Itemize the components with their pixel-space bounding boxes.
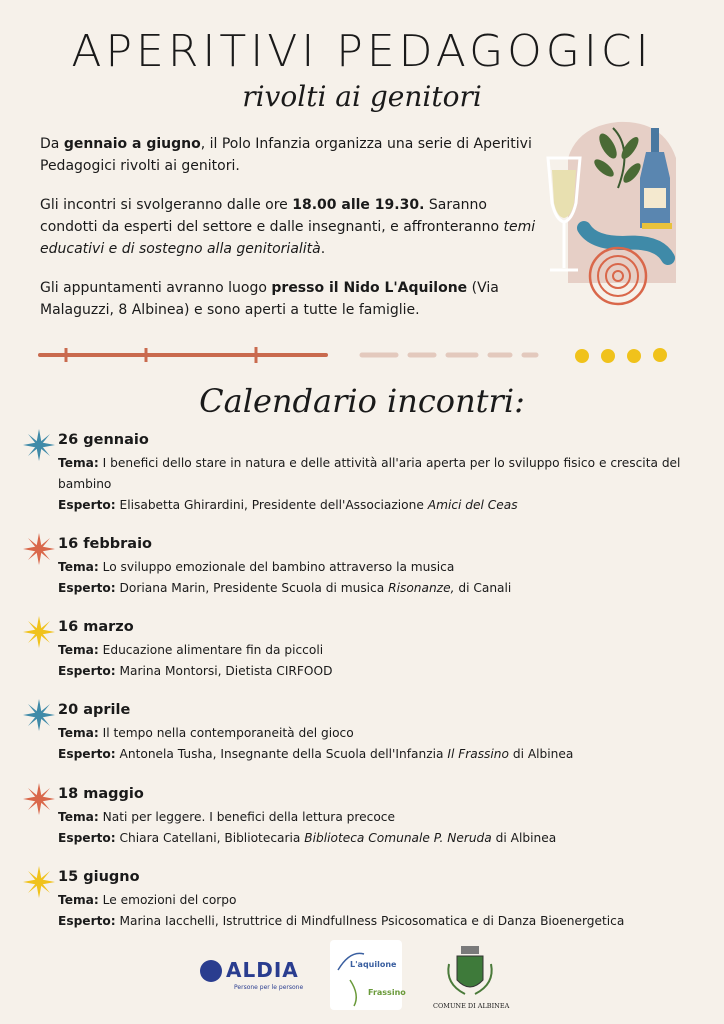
tema-label: Tema:	[58, 456, 99, 470]
event-tema	[58, 807, 698, 828]
tema-label: Tema:	[58, 893, 99, 907]
event-esperto	[58, 828, 698, 849]
event-esperto	[58, 578, 698, 599]
esperto-label: Esperto:	[58, 498, 116, 512]
aldia-icon	[200, 960, 222, 982]
event-details	[58, 807, 698, 849]
event-details	[58, 723, 698, 765]
star-icon	[22, 532, 56, 566]
esperto-suffix: di Canali	[454, 581, 512, 595]
event-details	[58, 640, 698, 682]
esperto-text: Doriana Marin, Presidente Scuola di musica	[119, 581, 389, 595]
esperto-text: Antonela Tusha, Insegnante della Scuola dell'Infanzia	[119, 747, 448, 761]
event-esperto	[58, 911, 698, 932]
event-esperto	[58, 744, 698, 765]
aquilone-name: L'aquilone	[350, 960, 397, 969]
aldia-tagline: Persone per le persone	[234, 984, 304, 991]
sponsor-logos	[0, 940, 724, 1020]
poster-title: APERITIVI PEDAGOGICI	[71, 26, 653, 77]
esperto-suffix: di Albinea	[508, 747, 574, 761]
esperto-text: Marina Iacchelli, Istruttrice di Mindfullness Psicosomatica e di Danza Bioenergetica	[119, 914, 625, 928]
event-tema	[58, 557, 698, 578]
esperto-italic: Il Frassino	[447, 747, 509, 761]
tema-label: Tema:	[58, 726, 99, 740]
tema-text: Le emozioni del corpo	[102, 893, 237, 907]
aquilone-frassino-logo	[330, 940, 406, 1010]
event-date: 20 aprile	[58, 702, 131, 718]
coat-of-arms-icon	[435, 944, 505, 1000]
esperto-italic: Risonanze,	[388, 581, 455, 595]
star-icon	[22, 428, 56, 462]
event-date: 15 giugno	[58, 869, 140, 885]
esperto-italic: Amici del Ceas	[427, 498, 518, 512]
aldia-name: ALDIA	[226, 958, 299, 982]
event-tema	[58, 890, 698, 911]
event-tema	[58, 723, 698, 744]
tema-text: I benefici dello stare in natura e delle attività all'aria aperta per lo sviluppo fisico e crescita del bambino	[58, 456, 681, 491]
event-esperto	[58, 661, 698, 682]
esperto-italic: Biblioteca Comunale P. Neruda	[304, 831, 492, 845]
comune-name: COMUNE DI ALBINEA	[433, 1002, 510, 1010]
star-icon	[22, 615, 56, 649]
intro-paragraph-1: Da gennaio a giugno, il Polo Infanzia organizza una serie di Aperitivi Pedagogici rivolti ai genitori.	[40, 136, 532, 174]
intro-paragraph-2: Gli incontri si svolgeranno dalle ore 18.00 alle 19.30. Saranno condotti da esperti del settore e dalle insegnanti, e affronteranno temi educativi e di sostegno alla genitorialità.	[40, 197, 536, 257]
esperto-text: Elisabetta Ghirardini, Presidente dell'Associazione	[119, 498, 428, 512]
esperto-label: Esperto:	[58, 747, 116, 761]
tema-text: Educazione alimentare fin da piccoli	[102, 643, 324, 657]
comune-albinea-logo	[433, 944, 510, 1010]
esperto-text: Marina Montorsi, Dietista CIRFOOD	[119, 664, 333, 678]
kite-icon	[330, 940, 402, 1010]
aperitivo-illustration	[538, 118, 688, 318]
event-date: 26 gennaio	[58, 432, 149, 448]
tema-text: Lo sviluppo emozionale del bambino attraverso la musica	[102, 560, 455, 574]
poster-subtitle: rivolti ai genitori	[242, 80, 482, 113]
frassino-name: Frassino	[368, 988, 406, 997]
esperto-text: Chiara Catellani, Bibliotecaria	[119, 831, 305, 845]
event-details	[58, 453, 698, 516]
event-tema	[58, 453, 698, 495]
event-date: 18 maggio	[58, 786, 144, 802]
esperto-label: Esperto:	[58, 664, 116, 678]
star-icon	[22, 698, 56, 732]
event-details	[58, 557, 698, 599]
tema-text: Il tempo nella contemporaneità del gioco	[102, 726, 354, 740]
star-icon	[22, 782, 56, 816]
event-details	[58, 890, 698, 932]
esperto-suffix: di Albinea	[491, 831, 557, 845]
tema-label: Tema:	[58, 810, 99, 824]
calendar-title: Calendario incontri:	[199, 382, 525, 420]
tema-text: Nati per leggere. I benefici della lettura precoce	[102, 810, 395, 824]
esperto-label: Esperto:	[58, 914, 116, 928]
intro-paragraph-3: Gli appuntamenti avranno luogo presso il Nido L'Aquilone (Via Malaguzzi, 8 Albinea) e sono aperti a tutte le famiglie.	[40, 280, 499, 318]
event-tema	[58, 640, 698, 661]
decorative-divider	[36, 340, 676, 370]
esperto-label: Esperto:	[58, 831, 116, 845]
esperto-label: Esperto:	[58, 581, 116, 595]
star-icon	[22, 865, 56, 899]
event-date: 16 marzo	[58, 619, 134, 635]
tema-label: Tema:	[58, 643, 99, 657]
event-esperto	[58, 495, 698, 516]
tema-label: Tema:	[58, 560, 99, 574]
event-date: 16 febbraio	[58, 536, 152, 552]
intro-text	[40, 133, 540, 338]
